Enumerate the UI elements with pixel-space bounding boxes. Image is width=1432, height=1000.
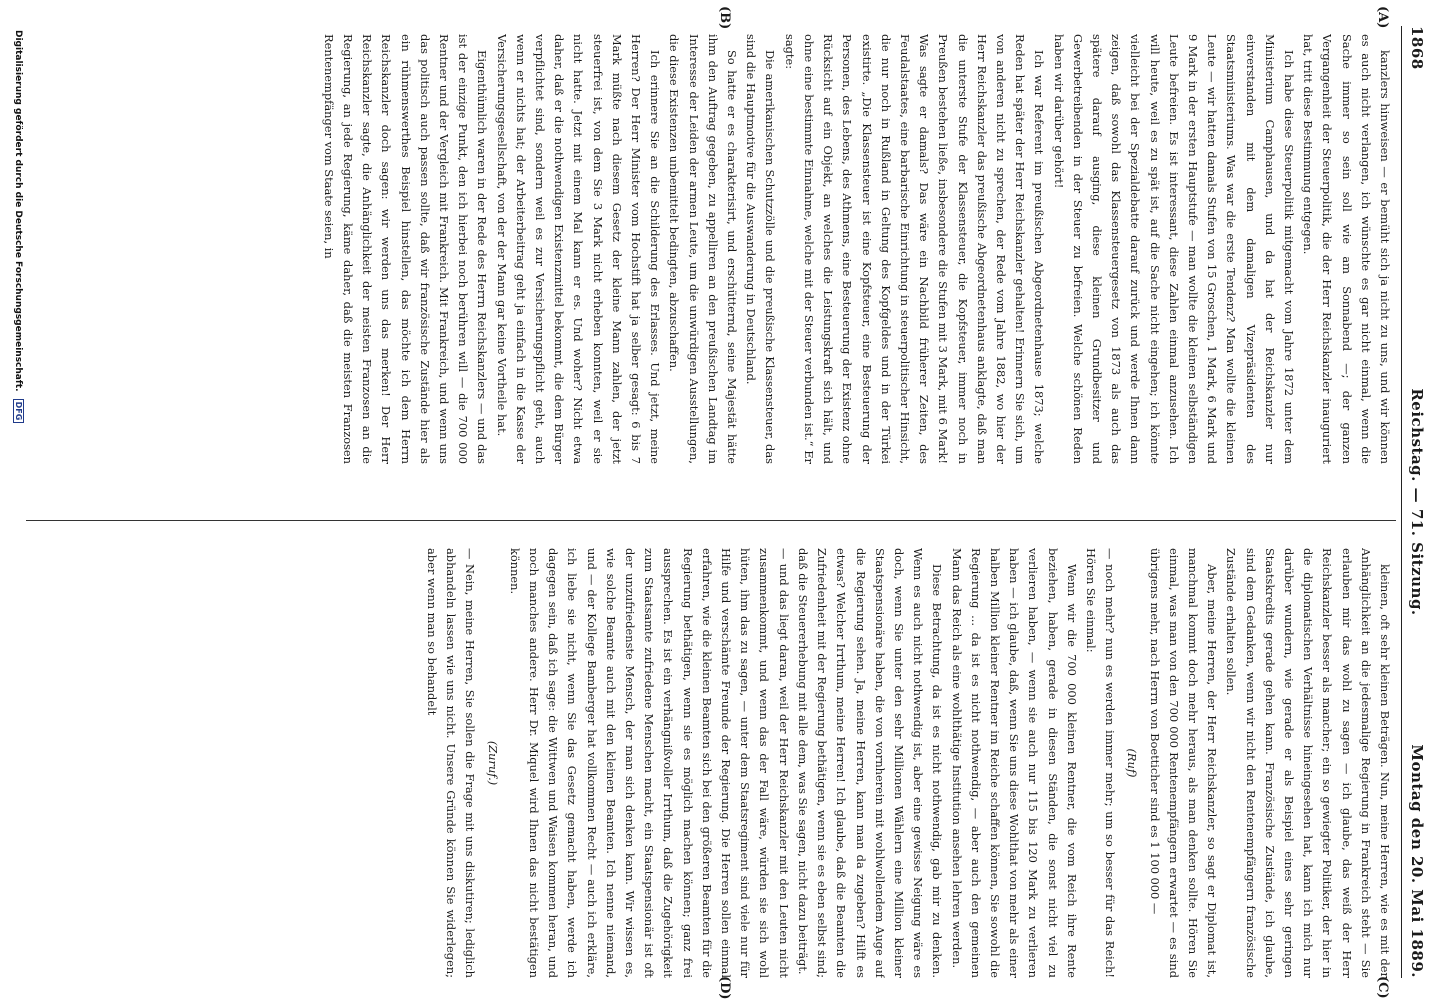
header-rule <box>1401 26 1402 978</box>
paragraph: Ich habe diese Steuerpolitik mitgemacht vom Jahre 1872 unter dem Ministerium Camphausen, und da hat der Reichskanzler nur einverstanden mit dem damaligen Vizepräsidenten des Staatsministeriums. Was war die erste Tendenz? Man wollte die kleinen Leute — wir hatten damals Stufen von 15 Groschen, 1 Mark, 6 Mark und 9 Mark in der ersten Hauptstufe — man wollte die kleinen selbständigen Leute befreien. Es ist interessant, diese Zahlen einmal anzusehen. Ich will heute, weil es zu spät ist, auf die Sache nicht eingehen; ich könnte vielleicht bei der Spezialdebatte darauf zurück und werde Ihnen dann zeigen, daß sowohl das Klassensteuergesetz von 1873 als auch das spätere darauf ausging, diese kleinen Grundbesitzer und Gewerbetreibenden in der Steuer zu befreien. Welche schönen Reden haben wir darüber gehört! <box>1051 34 1296 464</box>
dfg-logo: DFG <box>13 399 24 424</box>
paragraph: Diese Betrachtung, da ist es nicht nothwendig, gab mir zu denken. Wenn es auch nicht nothwendig ist, aber eine gewisse Neigung wäre es doch, wenn Sie unter den sehr Millionen Wählern eine Million kleiner Staatspensionäre haben, die von vornherein mit wohlwollendem Auge auf die Regierung sehen. Ja, meine Herren, kann man da zugeben? Hilft es etwas? Welcher Irrthum, meine Herren! Ich glaube, daß die Beamten die Zufriedenheit mit der Regierung bethätigen, wenn sie es eben selbst sind; daß die Steuererhebung mit alle dem, was Sie sagen, nicht dazu beiträgt. <box>795 548 945 978</box>
credit-text: Digitalisierung gefördert durch die Deutsche Forschungsgemeinschaft. <box>13 30 23 392</box>
margin-mark-c: (C) <box>1375 976 1390 999</box>
page-number: 1868 <box>1408 26 1426 70</box>
paragraph: Ich war Referent im preußischen Abgeordnetenhause 1873; welche Reden hat später der Herr Reichskanzler gehalten! Erinnern Sie sich, um von anderen nicht zu sprechen, der Rede vom Jahre 1882, wo hier der Herr Reichskanzler das preußische Abgeordnetenhaus anklagte, daß man die unterste Stufe der Klassensteuer, die Kopfsteuer, immer noch in Preußen bestehen ließe, insbesondere die Stufen mit 3 Mark, mit 6 Mark! Was sagte er damals? Das wäre ein Nachbild früherer Zeiten, des Feudalstaates, eine barbarische Einrichtung in steuerpolitischer Hinsicht, die nur noch in Rußland in Geltung des Kopfgeldes und in der Türkei existirte. „Die Klassensteuer ist eine Kopfsteuer, eine Besteuerung der Personen, des Lebens, des Athmens, eine Besteuerung der Existenz ohne Rücksicht auf ein Objekt, an welches die Leistungskraft sich hält, und ohne eine bestimmte Einnahme, welche mit der Steuer verbunden ist.“ Er sagte: <box>782 34 1047 464</box>
paragraph: (Ruf) <box>1125 748 1140 778</box>
paragraph: — Nein, meine Herren, Sie sollen die Frage mit uns diskutiren; lediglich abhandeln lassen wie uns nicht. Unsere Gründe können Sie widerlegen; aber wenn man so behandelt <box>425 548 478 978</box>
digitization-credit <box>13 30 24 423</box>
session-date: Montag den 20. Mai 1889. <box>1408 744 1426 978</box>
paragraph: Aber, meine Herren, der Herr Reichskanzler, so sagt er Diplomat ist, manchmal kommt doch mehr heraus, als man denken sollte. Hören Sie einmal, was man von den 700 000 Rentenempfängern erwartet — es sind übrigens mehr, nach Herrn von Boetticher sind es 1 100 000 — <box>1147 548 1220 978</box>
paragraph: Eigenthümlich waren in der Rede des Herrn Reichskanzlers — und das ist der einzige Punkt, den ich hierbei noch berühren will — die 700 000 Rentner und der Vergleich mit Frankreich. Mit Frankreich, und wenn uns das politisch auch passen sollte, daß wir französische Zustände hier als ein rühmenswerthes Beispiel hinstellen, das möchte ich dem Herrn Reichskanzler doch sagen: wir werden uns das merken! Der Herr Reichskanzler sagte, die Anhänglichkeit der meisten Franzosen an die Regierung, an jede Regierung, käme daher, daß die meisten Franzosen Rentenempfänger vom Staate seien, in <box>321 34 490 464</box>
paragraph: kanzlers hinweisen — er bemüht sich ja nicht zu uns, und wir können es auch nicht verlangen, ich wünschte es gar nicht einmal, wenn die Sache immer so sein soll wie am Sonnabend —; der ganzen Vergangenheit der Steuerpolitik, die der Herr Reichskanzler inauguriert hat, tritt diese Bestimmung entgegen. <box>1301 34 1392 464</box>
session-title: Reichstag. — 71. Sitzung. <box>1408 388 1426 616</box>
margin-mark-d: (D) <box>717 976 732 1000</box>
paragraph: — und das liegt daran, weil der Herr Reichskanzler mit den Leuten nicht zusammenkommt, und wenn das der Fall wäre, würden sie sich wohl hüten, ihm das zu sagen, — unter dem Staatsregiment sind viele nur für Hilfe und verschämte Freunde der Regierung. Die Herren sollen einmal erfahren, wie die kleinen Beamten sich bei den größeren Beamten für die Regierung bethätigen, wenn sie es möglich machen können; ganz frei aussprechen. Es ist ein verhängnißvoller Irrthum, daß die Zugehörigkeit zum Staatsamte zufriedene Menschen macht, ein Staatspensionär ist oft der unzufriedenste Mensch, der man sich denken kann. Wir wissen es, wie solche Beamte auch mit den kleinen Beamten. Ich nenne niemand, und — der Kollege Bamberger hat vollkommen Recht — auch ich erkläre, ich liebe sie nicht, wenn Sie das Gesetz gemacht haben, werde ich dagegen sein, daß ich sage: die Wittwen und Waisen kommen heran, und noch manches andere. Herr Dr. Miquel wird Ihnen das nicht bestätigen können. <box>507 548 791 978</box>
page-header <box>1402 26 1426 978</box>
column-divider <box>26 520 1396 521</box>
paragraph: — noch mehr? nun es werden immer mehr; um so besser für das Reich! Hören Sie einmal: <box>1083 548 1118 978</box>
right-text-column <box>44 548 1394 978</box>
margin-mark-a: (A) <box>1375 6 1390 29</box>
paragraph: Die amerikanischen Schutzzölle und die preußische Klassensteuer, das sind die Hauptmotive für die Auswanderung in Deutschland. <box>744 34 778 464</box>
paragraph: So hatte er es charakterisirt, und erschütternd, seine Majestät hätte ihm den Auftrag gegeben, zu appelliren an den preußischen Landtag im Interesse der Leiden der armen Leute, um die unwürdigen Ausstellungen, die diese Existenzen unbemittelt bedingten, abzuschaffen. <box>667 34 740 464</box>
paragraph: (Zuruf.) <box>485 740 500 786</box>
paragraph: kleinen, oft sehr kleinen Beträgen. Nun, meine Herren, wie es mit der Anhänglichkeit an die jedesmalige Regierung in Frankreich steht — Sie erlauben mir das wohl zu sagen — ich glaube, das weiß der Herr Reichskanzler besser als mancher; ein so gewiegter Politiker, der hier in die diplomatischen Verhältnisse hineingesehen hat, kann ich mich nur darüber wundern, wie gerade er als Beispiel eines sehr geringen Staatskredits gerade gehen kann. Französische Zustände, ich glaube, sind dem Gedanken, wenn wir nicht den Rentenempfängern französische Zustände erhalten sollen. <box>1224 548 1392 978</box>
margin-mark-b: (B) <box>717 6 732 30</box>
paragraph: Ich erinnere Sie an die Schilderung des Erlasses. Und jetzt, meine Herren? Der Herr Minister vom Hochstift hat ja selber gesagt: 6 bis 7 Mark müßte nach diesem Gesetz der kleine Mann zahlen, der jetzt steuerfrei ist, von dem Sie 3 Mark nicht erheben konnten, weil er sie nicht hatte. Jetzt mit einem Mal kann er es. Und woher? Nicht etwa daher, daß er die nothwendigen Existenzmittel bekommt, die dem Bürger verpflichtet sind, sondern weil es zur Versicherungspflicht geht, auch wenn er nichts hat; der Arbeiterbeitrag geht ja einfach in die Kasse der Versicherungsgesellschaft, von der der Mann gar keine Vortheile hat. <box>494 34 663 464</box>
paragraph: Wenn wir die 700 000 kleinen Rentner, die vom Reich ihre Rente beziehen, haben, gerade in diesen Ständen, die sonst nicht viel zu verlieren haben, — wenn sie auch nur 115 bis 120 Mark zu verlieren haben — ich glaube, daß, wenn Sie uns diese Wohlthat von mehr als einer halben Million kleiner Rentner im Reiche schaffen können, Sie sowohl die Regierung ... da ist es nicht nothwendig, — aber auch den gemeinen Mann das Reich als eine wohlthätige Institution ansehen lehren werden. <box>949 548 1079 978</box>
left-text-column <box>44 34 1394 464</box>
